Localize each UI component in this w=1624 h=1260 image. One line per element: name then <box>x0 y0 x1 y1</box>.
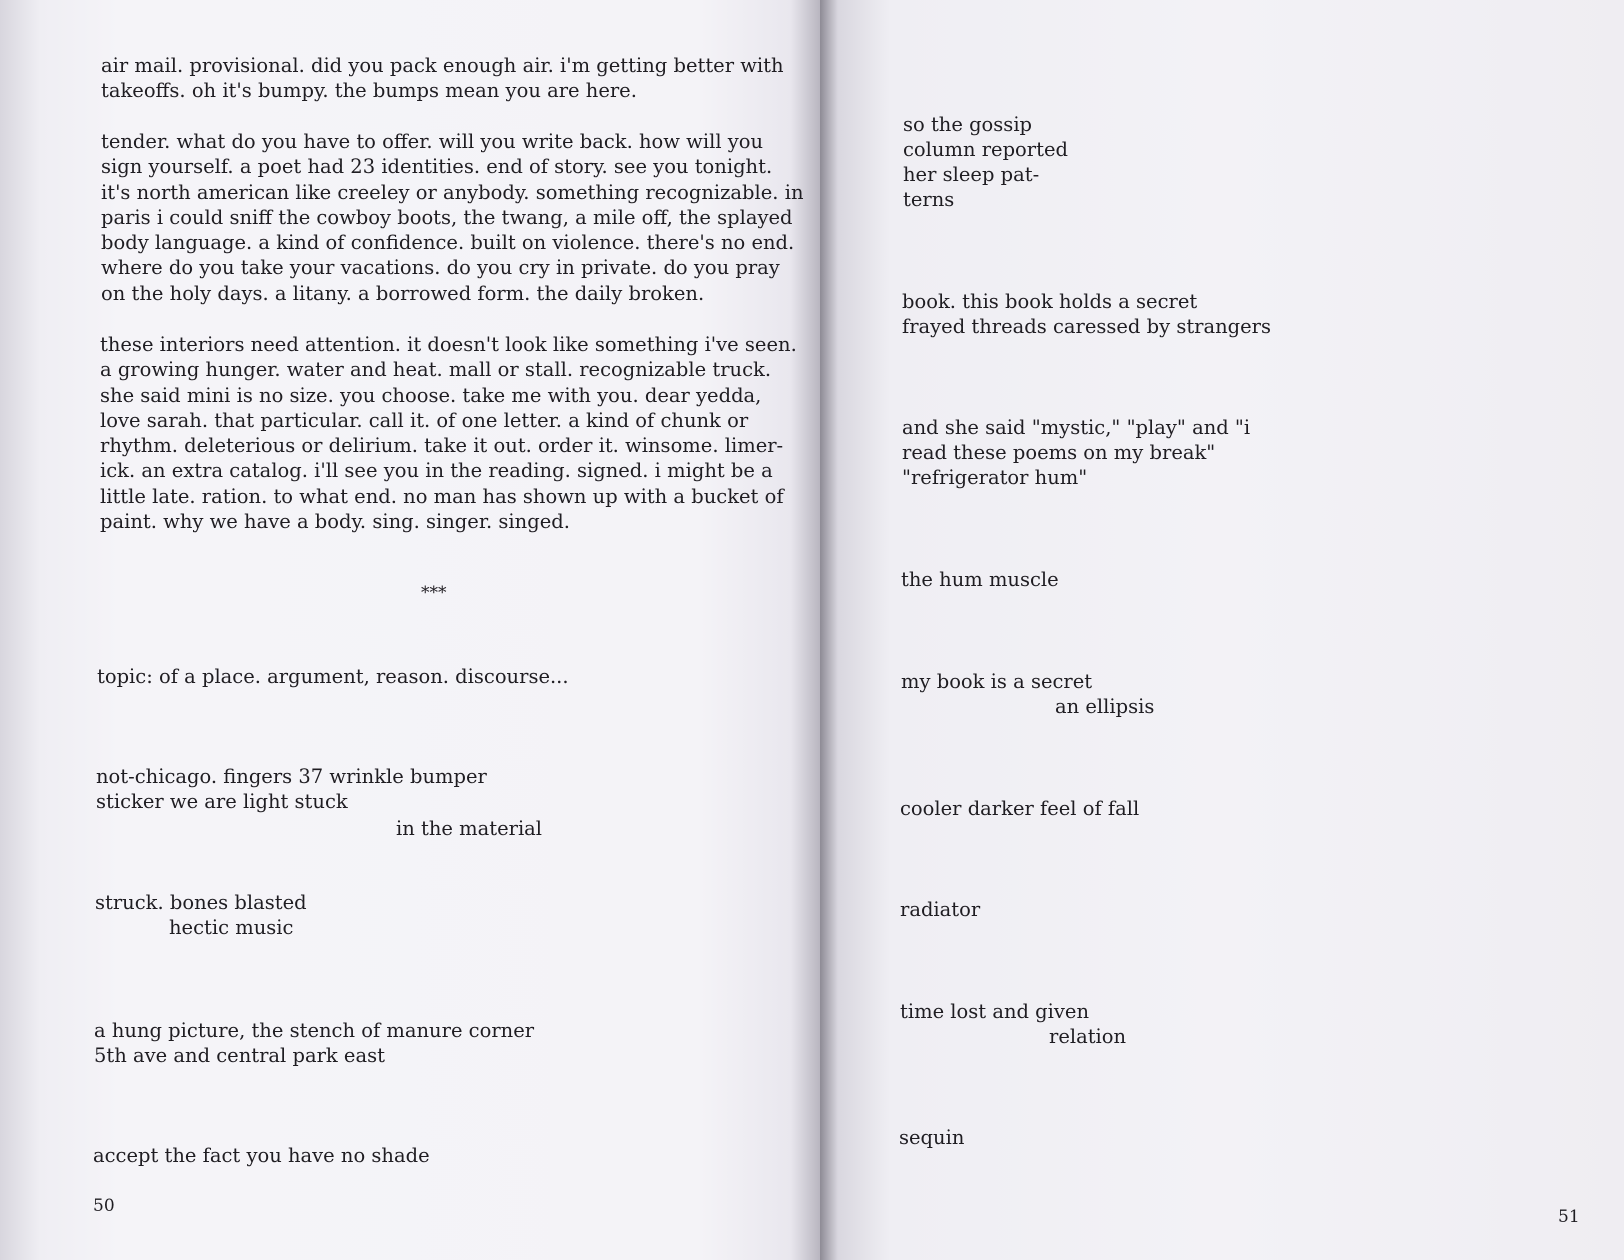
text-line: these interiors need attention. it doesn't look like something i've seen. <box>100 333 797 356</box>
paragraph-2 <box>101 129 804 306</box>
text-line: love sarah. that particular. call it. of one letter. a kind of chunk or <box>100 408 749 432</box>
stanza-line: 5th ave and central park east <box>94 1044 385 1067</box>
stanza-line: hectic music <box>169 916 294 939</box>
page-number-left: 50 <box>93 1196 115 1216</box>
text-line: rhythm. deleterious or delirium. take it out. order it. winsome. limer- <box>100 434 784 458</box>
text-line: a growing hunger. water and heat. mall or stall. recognizable truck. <box>100 358 772 382</box>
stanza-line: terns <box>903 188 955 211</box>
text-line: tender. what do you have to offer. will you write back. how will you <box>101 130 764 153</box>
text-line: on the holy days. a litany. a borrowed form. the daily broken. <box>101 281 705 305</box>
right-page <box>820 0 1624 1260</box>
text-line: paris i could sniff the cowboy boots, the twang, a mile off, the splayed <box>101 205 793 229</box>
stanza-line: my book is a secret <box>901 670 1093 693</box>
stanza-line: the hum muscle <box>901 568 1059 591</box>
page-number-right: 51 <box>1558 1207 1580 1227</box>
stanza-line: read these poems on my break" <box>902 441 1216 464</box>
paragraph-3 <box>100 332 797 534</box>
text-line: ick. an extra catalog. i'll see you in the reading. signed. i might be a <box>100 459 773 483</box>
stanza-line: in the material <box>396 817 543 840</box>
stanza-line: and she said "mystic," "play" and "i <box>902 416 1251 439</box>
stanza-line: her sleep pat- <box>903 163 1040 186</box>
text-line: body language. a kind of confidence. built on violence. there's no end. <box>101 231 795 255</box>
stanza-line: column reported <box>903 138 1068 161</box>
stanza-line: time lost and given <box>900 1000 1090 1023</box>
stanza-line: struck. bones blasted <box>95 891 307 914</box>
paragraph-1 <box>101 53 784 104</box>
stanza-line: relation <box>1049 1025 1127 1048</box>
stanza-line: not-chicago. fingers 37 wrinkle bumper <box>96 765 487 788</box>
text-line: where do you take your vacations. do you cry in private. do you pray <box>101 256 780 280</box>
text-line: she said mini is no size. you choose. take me with you. dear yedda, <box>100 383 762 407</box>
stanza-line: so the gossip <box>903 113 1033 136</box>
stanza-line: sticker we are light stuck <box>96 790 348 813</box>
stanza-line: radiator <box>900 898 981 921</box>
text-line: air mail. provisional. did you pack enough air. i'm getting better with <box>101 54 784 77</box>
topic-line: topic: of a place. argument, reason. discourse... <box>97 665 569 688</box>
text-line: takeoffs. oh it's bumpy. the bumps mean you are here. <box>101 79 637 103</box>
stanza-line: "refrigerator hum" <box>902 466 1088 489</box>
stanza-line: accept the fact you have no shade <box>93 1144 430 1167</box>
text-line: paint. why we have a body. sing. singer. singed. <box>100 510 570 534</box>
stanza-line: cooler darker feel of fall <box>900 797 1140 820</box>
text-line: sign yourself. a poet had 23 identities. end of story. see you tonight. <box>101 155 773 179</box>
section-separator: *** <box>421 583 447 603</box>
stanza-line: sequin <box>899 1126 965 1149</box>
stanza-line: a hung picture, the stench of manure corner <box>94 1019 535 1042</box>
stanza-line: frayed threads caressed by strangers <box>902 315 1272 338</box>
text-line: it's north american like creeley or anybody. something recognizable. in <box>101 180 804 204</box>
stanza-line: book. this book holds a secret <box>902 290 1198 313</box>
text-line: little late. ration. to what end. no man has shown up with a bucket of <box>100 484 784 508</box>
stanza-line: an ellipsis <box>1055 695 1155 718</box>
